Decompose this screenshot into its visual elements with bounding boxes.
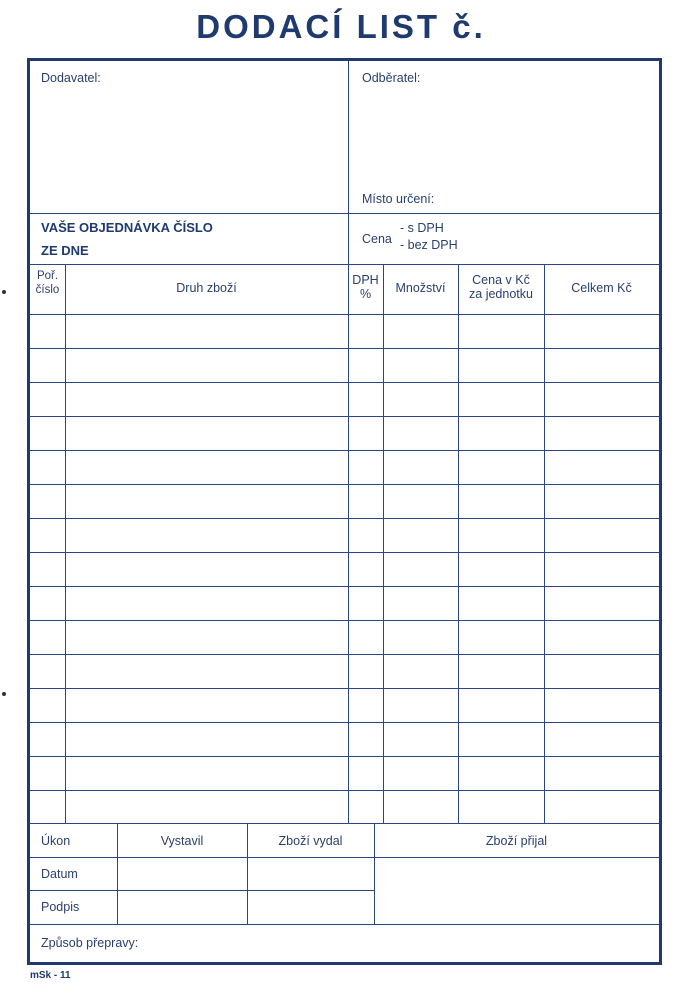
transport-label: Způsob přepravy: — [41, 936, 139, 950]
col-total: Celkem Kč — [571, 281, 632, 295]
col-vat — [348, 273, 383, 301]
col-vat-line1: DPH — [352, 273, 379, 287]
price-without-vat: - bez DPH — [400, 238, 458, 252]
destination-label: Místo určení: — [362, 192, 435, 206]
customer-label: Odběratel: — [362, 71, 421, 85]
row-line — [30, 314, 659, 315]
col-unit-price-line2: za jednotku — [469, 287, 533, 301]
col-quantity: Množství — [395, 281, 446, 295]
row-line — [30, 484, 659, 485]
bullet-mark — [2, 290, 6, 294]
row-line — [30, 416, 659, 417]
col-goods: Druh zboží — [176, 281, 237, 295]
divider — [348, 61, 349, 264]
date-label: Datum — [41, 867, 78, 881]
action-label: Úkon — [41, 834, 71, 848]
divider — [30, 264, 659, 265]
order-date-label: ZE DNE — [41, 243, 89, 258]
row-line — [30, 688, 659, 689]
row-line — [30, 756, 659, 757]
row-line — [30, 382, 659, 383]
order-number-label: VAŠE OBJEDNÁVKA ČÍSLO — [41, 220, 213, 235]
col-item-no — [30, 269, 65, 297]
col-unit-price — [458, 273, 544, 301]
row-line — [30, 823, 659, 824]
bullet-mark — [2, 692, 6, 696]
supplier-label: Dodavatel: — [41, 71, 101, 85]
col-item-no-line1: Poř. — [36, 270, 59, 282]
col-item-no-line2: číslo — [35, 284, 60, 296]
row-line — [30, 348, 659, 349]
price-with-vat: - s DPH — [400, 221, 444, 235]
row-line — [30, 620, 659, 621]
divider — [30, 213, 659, 214]
row-line — [30, 924, 659, 925]
row-line — [30, 654, 659, 655]
price-label: Cena — [362, 232, 392, 246]
document-title: DODACÍ LIST č. — [196, 8, 486, 45]
row-line — [30, 586, 659, 587]
row-line — [30, 552, 659, 553]
signature-label: Podpis — [41, 900, 80, 914]
form-frame — [27, 58, 662, 965]
row-line — [30, 518, 659, 519]
form-code: mSk - 11 — [30, 970, 71, 981]
col-vat-line2: % — [359, 287, 372, 301]
row-line — [30, 890, 374, 891]
row-line — [30, 450, 659, 451]
issued-by-label: Vystavil — [160, 834, 204, 848]
row-line — [30, 857, 659, 858]
col-unit-price-line1: Cena v Kč — [472, 273, 530, 287]
row-line — [30, 722, 659, 723]
goods-released-label: Zboží vydal — [278, 834, 343, 848]
row-line — [30, 790, 659, 791]
goods-received-label: Zboží přijal — [485, 834, 548, 848]
